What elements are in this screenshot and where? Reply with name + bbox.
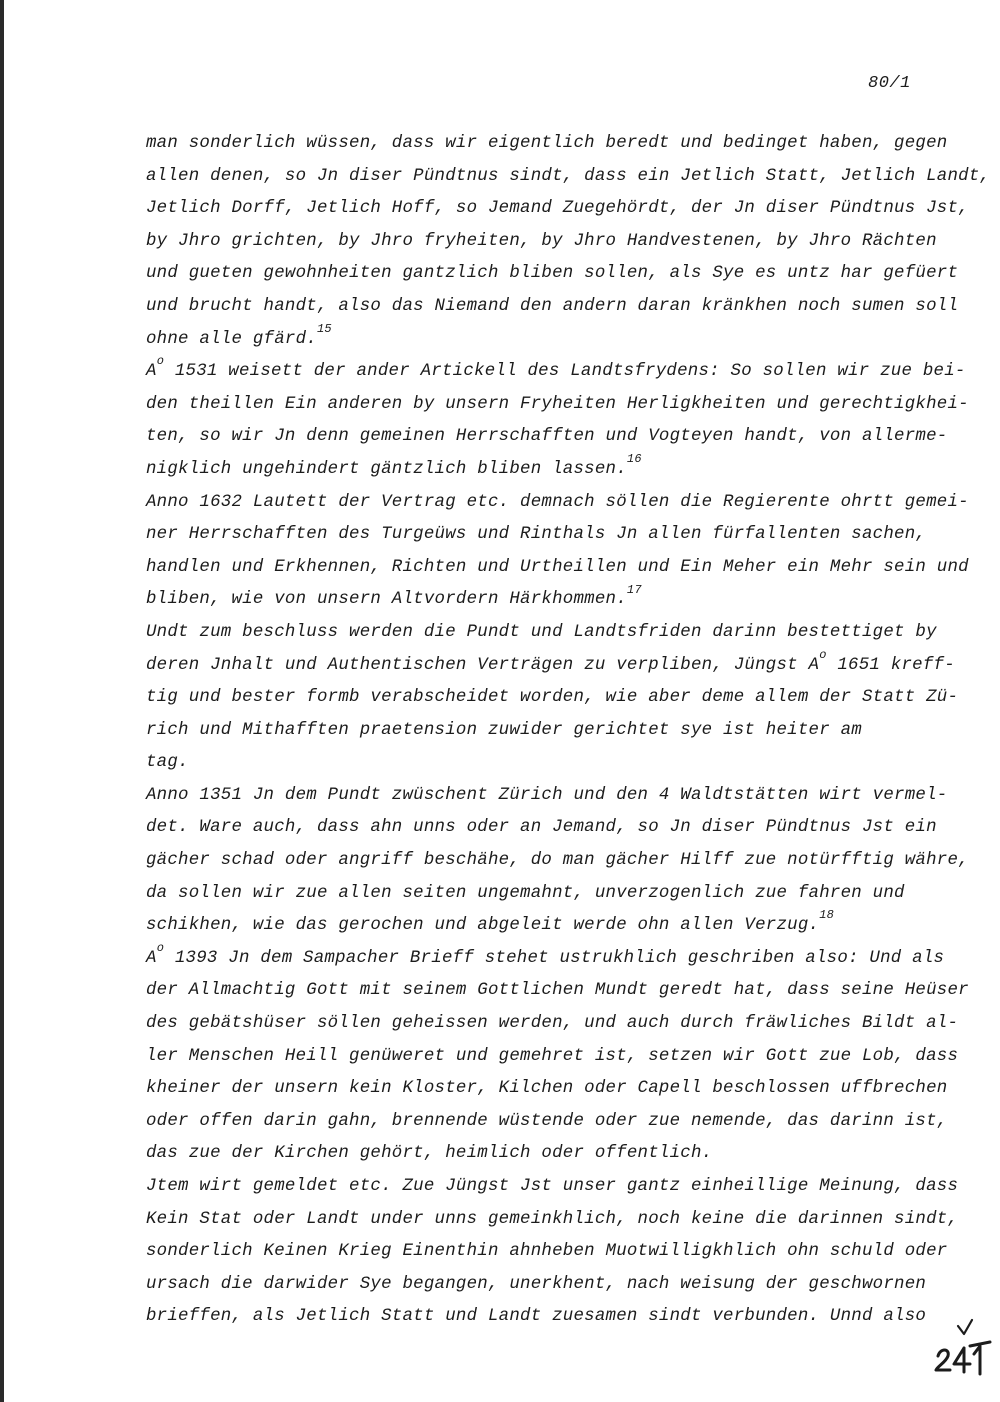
text-line: man sonderlich wüssen, dass wir eigentlich beredt und bedinget haben, gegen xyxy=(146,134,948,153)
footnote-marker: 15 xyxy=(316,321,332,336)
text-line: oder offen darin gahn, brennende wüstende oder zue nemende, das darinn ist, xyxy=(146,1111,948,1131)
text-line: da sollen wir zue allen seiten ungemahnt, unverzogenlich zue fahren und xyxy=(146,883,905,903)
text-line: kheiner der unsern kein Kloster, Kilchen oder Capell beschlossen uffbrechen xyxy=(146,1079,948,1099)
text-line: Anno 1632 Lautett der Vertrag etc. demnach söllen die Regierente ohrtt gemei- xyxy=(146,492,969,512)
text-line: gächer schad oder angriff beschähe, do man gächer Hilff zue notürfftig währe, xyxy=(146,851,969,871)
text-line: Jtem wirt gemeldet etc. Zue Jüngst Jst unser gantz einheillige Meinung, dass xyxy=(146,1177,959,1196)
superscript-o: o xyxy=(156,354,165,369)
text-line: $A^o$ 1393 Jn dem Sampacher Brieff stehet ustrukhlich geschriben also: Und als xyxy=(146,941,945,968)
text-line: das zue der Kirchen gehört, heimlich oder offentlich. xyxy=(146,1144,713,1164)
text-line: tag. xyxy=(146,753,189,773)
text-line: den theillen Ein anderen by unsern Fryheiten Herligkheiten und gerechtigkhei- xyxy=(146,394,969,414)
text-line: brieffen, als Jetlich Statt und Landt zuesamen sindt verbunden. Unnd also xyxy=(146,1307,927,1327)
text-line: ten, so wir Jn denn gemeinen Herrschafften und Vogteyen handt, von allerme- xyxy=(146,427,948,447)
stamp-mark-icon xyxy=(930,1318,992,1388)
text-line: schikhen, wie das gerochen und abgeleit werde ohn allen Verzug.$^{18}$ xyxy=(146,908,835,936)
footnote-marker: 18 xyxy=(819,908,835,923)
text-line: Kein Stat oder Landt under unns gemeinkhlich, noch keine die darinnen sindt, xyxy=(146,1209,959,1229)
scan-edge xyxy=(0,0,4,1402)
superscript-o: o xyxy=(156,941,165,956)
text-line: tig und bester formb verabscheidet worden, wie aber deme allem der Statt Zü- xyxy=(146,688,959,708)
text-line: $A^o$ 1531 weisett der ander Artickell des Landtsfrydens: So sollen wir zue bei- xyxy=(146,354,966,382)
text-line: nigklich ungehindert gäntzlich bliben lassen.$^{16}$ xyxy=(146,452,642,479)
text-line: ursach die darwider Sye begangen, unerkhent, nach weisung der geschwornen xyxy=(146,1274,927,1294)
text-line: ler Menschen Heill genüweret und gemehret ist, setzen wir Gott zue Lob, dass xyxy=(146,1046,959,1066)
text-line: der Allmachtig Gott mit seinem Gottlichen Mundt geredt hat, dass seine Heüser xyxy=(146,981,969,1001)
text-line: ner Herrschafften des Turgeüws und Rinthals Jn allen fürfallenten sachen, xyxy=(146,525,927,545)
text-line: Undt zum beschluss werden die Pundt und Landtsfriden darinn bestettiget by xyxy=(146,622,937,642)
text-line: und brucht handt, also das Niemand den andern daran kränkhen noch sumen soll xyxy=(146,296,959,316)
text-line: ohne alle gfärd.$^{15}$ xyxy=(146,321,332,349)
text-line: deren Jnhalt und Authentischen Verträgen zu verpliben, Jüngst $A^o$ 1651 kreff- xyxy=(146,647,955,675)
text-line: allen denen, so Jn diser Pündtnus sindt, dass ein Jetlich Statt, Jetlich Landt, xyxy=(146,166,991,186)
text-line: det. Ware auch, dass ahn unns oder an Jemand, so Jn diser Pündtnus Jst ein xyxy=(146,818,937,838)
text-line: by Jhro grichten, by Jhro fryheiten, by Jhro Handvestenen, by Jhro Rächten xyxy=(146,231,937,251)
page-number: 80/1 xyxy=(868,74,911,93)
text-line: Jetlich Dorff, Jetlich Hoff, so Jemand Zuegehördt, der Jn diser Pündtnus Jst, xyxy=(146,199,969,219)
text-line: sonderlich Keinen Krieg Einenthin ahnheben Muotwilligkhlich ohn schuld oder xyxy=(146,1242,948,1262)
text-line: und gueten gewohnheiten gantzlich bliben sollen, als Sye es untz har gefüert xyxy=(146,264,959,284)
footnote-marker: 17 xyxy=(626,582,642,597)
text-line: bliben, wie von unsern Altvordern Härkhommen.$^{17}$ xyxy=(146,582,642,610)
text-line: handlen und Erkhennen, Richten und Urtheillen und Ein Meher ein Mehr sein und xyxy=(146,557,969,577)
document-body xyxy=(146,128,991,1334)
text-line: rich und Mithafften praetension zuwider gerichtet sye ist heiter am xyxy=(146,720,862,740)
text-line: Anno 1351 Jn dem Pundt zwüschent Zürich und den 4 Waldtstätten wirt vermel- xyxy=(146,785,948,805)
footnote-marker: 16 xyxy=(626,452,642,467)
handwritten-page-stamp xyxy=(930,1318,992,1388)
superscript-o: o xyxy=(819,647,827,662)
text-line: des gebätshüser söllen geheissen werden, und auch durch fräwliches Bildt al- xyxy=(146,1014,959,1034)
